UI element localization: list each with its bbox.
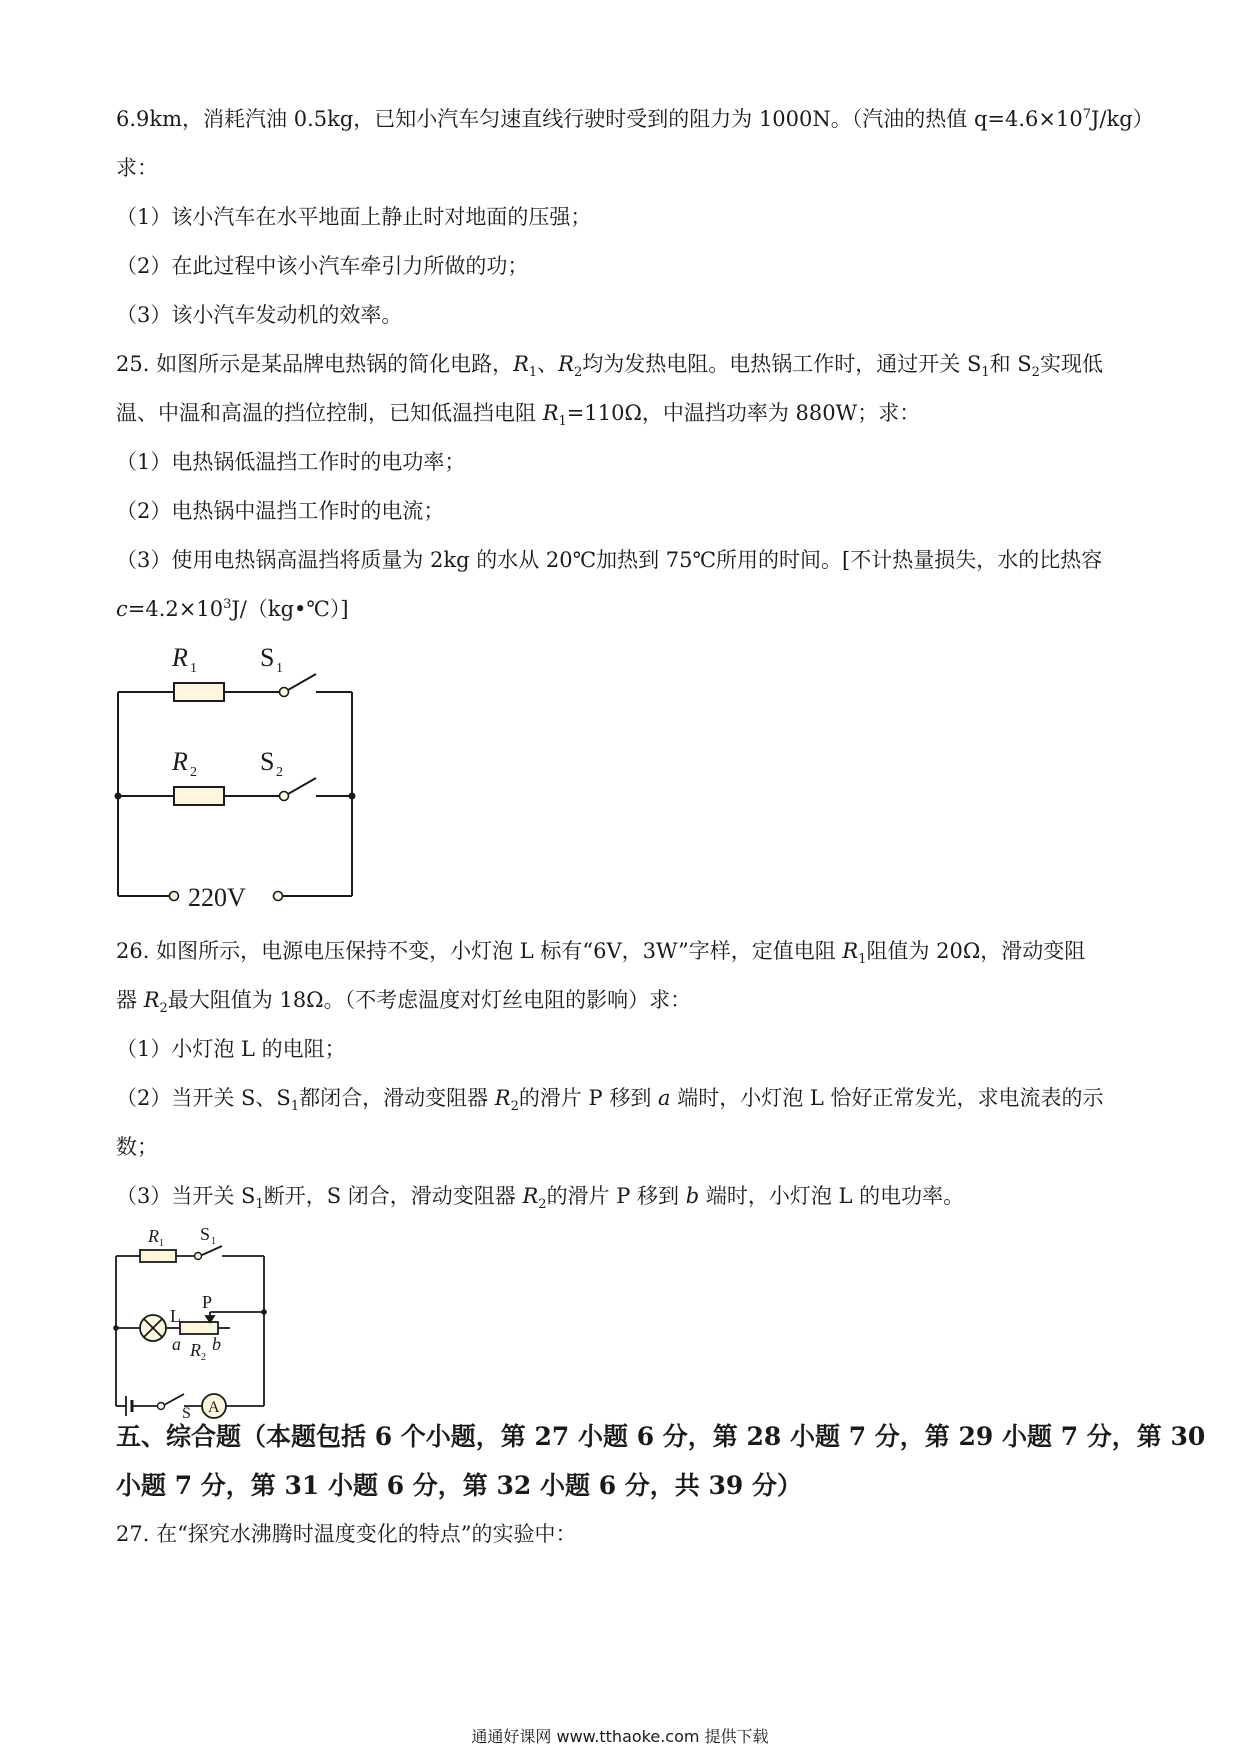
label-r2: R [172,747,188,776]
q24-part-3: （3）该小汽车发动机的效率。 [116,303,403,327]
q25-part-2: （2）电热锅中温挡工作时的电流； [116,499,445,523]
q26-line-2 [116,985,691,1015]
label-r1-sub: 1 [159,1238,164,1249]
q25-text: 25. 如图所示是某品牌电热锅的简化电路， [116,352,514,376]
var-r: R [513,352,529,376]
label-r1-sub: 1 [190,661,197,676]
q26-part-2-cont: 数； [116,1135,158,1159]
var-r: R [522,1184,539,1208]
q26-text: 最大阻值为 18Ω。（不考虑温度对灯丝电阻的影响）求： [167,988,692,1012]
switch-s1-blade [288,674,316,690]
var-r: R [558,352,574,376]
q26-text: 端时，小灯泡 L 的电功率。 [699,1184,965,1208]
var-b: b [685,1184,700,1208]
label-lamp: L [170,1306,181,1326]
q24-part-2: （2）在此过程中该小汽车牵引力所做的功； [116,254,529,278]
q26-text: 都闭合，滑动变阻器 [299,1086,495,1110]
label-voltage: 220V [188,883,246,912]
q26-line-1 [116,936,1085,966]
rheostat-r2 [180,1322,218,1334]
var-r: R [494,1086,511,1110]
label-a: a [172,1334,181,1354]
switch-s2-blade [288,778,316,794]
q25-text: 实现低 [1039,352,1103,376]
resistor-r1 [174,683,224,701]
q25-text: J/（kg•℃）] [231,597,349,621]
exponent: 7 [1082,107,1091,122]
q26-part-3 [116,1181,964,1211]
q25-circuit-diagram [110,640,370,920]
q24-ask-line: 求： [116,156,158,180]
q25-part-3-cont [116,594,349,624]
q25-text: 和 S [989,352,1032,376]
label-r2-sub: 2 [190,765,197,780]
q26-text: （3）当开关 S [116,1184,256,1208]
label-s1-sub: 1 [276,661,283,676]
subscript: 1 [981,365,990,381]
label-r1: R [148,1226,159,1246]
slider-arrow [206,1316,214,1322]
exponent: 3 [223,597,232,612]
q25-part-1: （1）电热锅低温挡工作时的电功率； [116,450,466,474]
q25-text: =4.2×10 [127,597,224,621]
q26-text: 阻值为 20Ω，滑动变阻 [866,939,1086,963]
subscript: 1 [528,365,538,381]
q26-text: 的滑片 P 移到 [546,1184,686,1208]
label-s2-sub: 2 [276,765,283,780]
q25-line-1 [116,349,1103,379]
subscript: 2 [159,1001,168,1017]
q26-text: 的滑片 P 移到 [518,1086,659,1110]
q25-text: 温、中温和高温的挡位控制，已知低温挡电阻 [116,401,543,425]
terminal [170,892,179,901]
q25-line-2 [116,398,920,428]
label-r2: R [190,1340,201,1360]
q27-line-1: 27. 在“探究水沸腾时温度变化的特点”的实验中： [116,1522,577,1546]
subscript: 1 [858,952,867,968]
q24-given-unit: J/kg） [1090,107,1154,131]
var-r: R [143,988,160,1012]
label-s1: S [200,1224,211,1244]
label-b: b [212,1334,221,1354]
subscript: 2 [510,1099,519,1115]
q26-part-2 [116,1083,1104,1113]
separator: 、 [537,352,559,376]
section-5-heading-line-2: 小题 7 分，第 31 小题 6 分，第 32 小题 6 分，共 39 分） [116,1471,803,1500]
q26-text: 26. 如图所示，电源电压保持不变，小灯泡 L 标有“6V，3W”字样，定值电阻 [116,939,843,963]
q25-text: 均为发热电阻。电热锅工作时，通过开关 S [582,352,982,376]
q25-part-3: （3）使用电热锅高温挡将质量为 2kg 的水从 20℃加热到 75℃所用的时间。[不计热量损失，水的比热容 [116,548,1103,572]
label-s2: S [260,747,275,776]
var-a: a [658,1086,671,1110]
q26-text: 断开，S 闭合，滑动变阻器 [263,1184,523,1208]
q26-part-1: （1）小灯泡 L 的电阻； [116,1037,346,1061]
label-ammeter: A [208,1399,220,1416]
resistor-r2 [174,787,224,805]
var-r: R [542,401,559,425]
q24-part-1: （1）该小汽车在水平地面上静止时对地面的压强； [116,205,592,229]
q26-text: 器 [116,988,144,1012]
label-r2-sub: 2 [201,1352,206,1363]
q24-given-line [116,104,1154,134]
q26-text: 端时，小灯泡 L 恰好正常发光，求电流表的示 [670,1086,1104,1110]
label-r1: R [172,643,188,672]
q24-given-text: 6.9km，消耗汽油 0.5kg，已知小汽车匀速直线行驶时受到的阻力为 1000N。（汽油的热值 q=4.6×10 [116,107,1083,131]
switch-s1-blade [202,1246,222,1255]
subscript: 2 [538,1197,547,1213]
label-s1: S [260,643,275,672]
subscript: 1 [255,1197,264,1213]
terminal [274,892,283,901]
label-s: S [182,1405,191,1420]
switch-s-blade [164,1394,184,1405]
section-5-heading-line-1: 五、综合题（本题包括 6 个小题，第 27 小题 6 分，第 28 小题 7 分，第 29 小题 7 分，第 30 [116,1422,1206,1451]
subscript: 1 [290,1099,300,1115]
q26-text: （2）当开关 S、S [116,1086,291,1110]
resistor-r1 [140,1250,176,1262]
var-c: c [116,597,128,621]
subscript: 2 [573,365,583,381]
q26-circuit-diagram [110,1222,280,1420]
subscript: 1 [558,414,567,430]
q25-text: =110Ω，中温挡功率为 880W；求： [566,401,921,425]
label-s1-sub: 1 [211,1236,216,1247]
subscript: 2 [1031,365,1040,381]
page-footer: 通通好课网 www.tthaoke.com 提供下载 [471,1727,769,1746]
label-p: P [202,1292,213,1312]
var-r: R [842,939,859,963]
